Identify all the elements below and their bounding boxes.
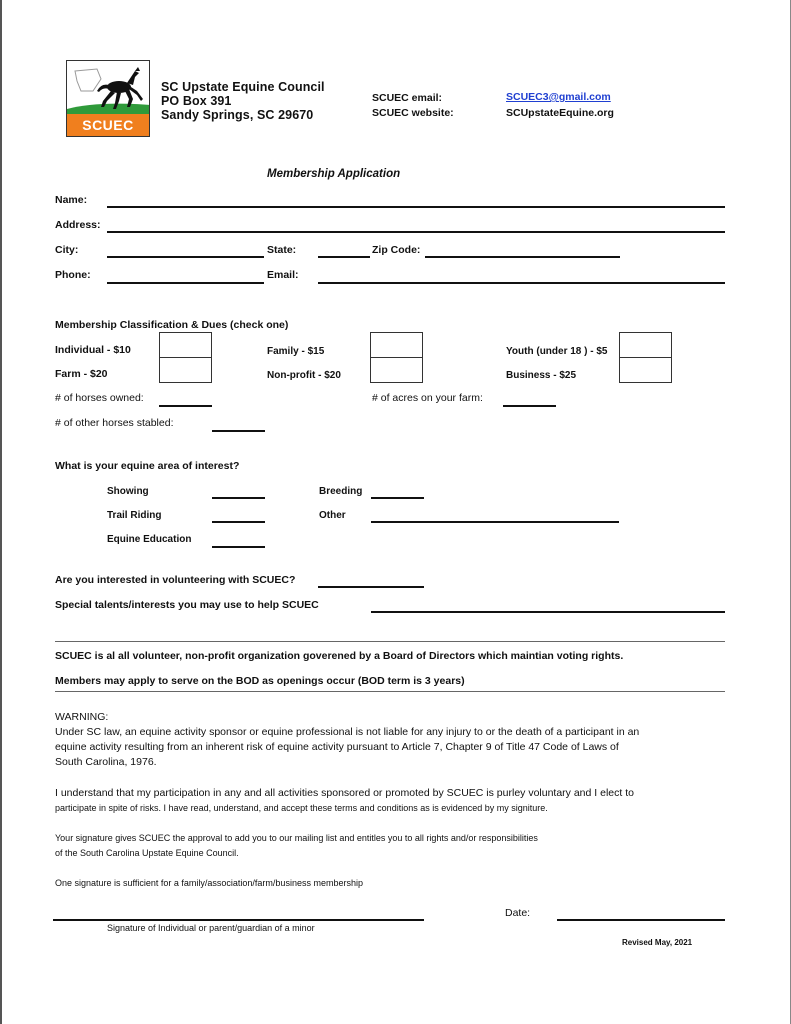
date-field[interactable] xyxy=(557,919,725,921)
other-field[interactable] xyxy=(371,521,619,523)
signature-field[interactable] xyxy=(53,919,424,921)
email-field[interactable] xyxy=(318,282,725,284)
individual-checkbox[interactable] xyxy=(159,332,212,358)
business-checkbox[interactable] xyxy=(619,357,672,383)
other-label: Other xyxy=(319,510,346,521)
notice-line1: SCUEC is al all volunteer, non-profit organization goverened by a Board of Directors which maintian voting rights. xyxy=(55,650,624,662)
horses-owned-label: # of horses owned: xyxy=(55,392,144,404)
other-horses-label: # of other horses stabled: xyxy=(55,417,174,429)
name-label: Name: xyxy=(55,194,88,206)
zip-label: Zip Code: xyxy=(372,244,421,256)
trail-label: Trail Riding xyxy=(107,510,162,521)
city-field[interactable] xyxy=(107,256,264,258)
revised-date: Revised May, 2021 xyxy=(622,938,693,947)
org-email-label: SCUEC email: xyxy=(372,92,443,104)
scuec-logo xyxy=(66,60,150,137)
trail-field[interactable] xyxy=(212,521,265,523)
membership-heading: Membership Classification & Dues (check one) xyxy=(55,319,289,331)
acres-field[interactable] xyxy=(503,405,556,407)
showing-label: Showing xyxy=(107,486,149,497)
org-address1: PO Box 391 xyxy=(161,94,232,108)
nonprofit-checkbox[interactable] xyxy=(370,357,423,383)
warning-p2-line2: participate in spite of risks. I have read, understand, and accept these terms and conditions as is evidenced by my signiture. xyxy=(55,803,548,813)
talents-label: Special talents/interests you may use to help SCUEC xyxy=(55,599,319,611)
youth-label: Youth (under 18 ) - $5 xyxy=(506,346,608,357)
warning-p2-line1: I understand that my participation in any and all activities sponsored or promoted by SCUEC is purley voluntary and I elect to xyxy=(55,787,634,799)
org-website: SCUpstateEquine.org xyxy=(506,107,614,119)
divider-bottom xyxy=(55,691,725,692)
breeding-field[interactable] xyxy=(371,497,424,499)
zip-field[interactable] xyxy=(425,256,620,258)
breeding-label: Breeding xyxy=(319,486,363,497)
farm-checkbox[interactable] xyxy=(159,357,212,383)
interest-question: What is your equine area of interest? xyxy=(55,460,240,472)
warning-p3-line2: of the South Carolina Upstate Equine Council. xyxy=(55,848,239,858)
divider-top xyxy=(55,641,725,642)
warning-p1-line1: Under SC law, an equine activity sponsor or equine professional is not liable for any injury to or the death of a participant in an xyxy=(55,726,640,738)
name-field[interactable] xyxy=(107,206,725,208)
phone-label: Phone: xyxy=(55,269,91,281)
education-label: Equine Education xyxy=(107,534,192,545)
state-label: State: xyxy=(267,244,297,256)
warning-p1-line2: equine activity resulting from an inherent risk of equine activity pursuant to Article 7, Chapter 9 of Title 47 Code of Laws of xyxy=(55,741,619,753)
family-checkbox[interactable] xyxy=(370,332,423,358)
showing-field[interactable] xyxy=(212,497,265,499)
date-label: Date: xyxy=(505,907,531,919)
youth-checkbox[interactable] xyxy=(619,332,672,358)
volunteer-field[interactable] xyxy=(318,586,424,588)
warning-p3-line1: Your signature gives SCUEC the approval to add you to our mailing list and entitles you to all rights and/or responsibilities xyxy=(55,833,538,843)
talents-field[interactable] xyxy=(371,611,725,613)
email-label: Email: xyxy=(267,269,299,281)
business-label: Business - $25 xyxy=(506,370,577,381)
org-name: SC Upstate Equine Council xyxy=(161,80,325,94)
form-title: Membership Application xyxy=(267,168,401,180)
phone-field[interactable] xyxy=(107,282,264,284)
page-edge-left xyxy=(0,0,2,1024)
org-email-link[interactable]: SCUEC3@gmail.com xyxy=(506,91,611,103)
farm-label: Farm - $20 xyxy=(55,368,108,380)
education-field[interactable] xyxy=(212,546,265,548)
individual-label: Individual - $10 xyxy=(55,344,131,356)
volunteer-question: Are you interested in volunteering with SCUEC? xyxy=(55,574,296,586)
family-label: Family - $15 xyxy=(267,346,325,357)
state-field[interactable] xyxy=(318,256,370,258)
org-website-label: SCUEC website: xyxy=(372,107,454,119)
notice-line2: Members may apply to serve on the BOD as openings occur (BOD term is 3 years) xyxy=(55,675,465,687)
nonprofit-label: Non-profit - $20 xyxy=(267,370,341,381)
acres-label: # of acres on your farm: xyxy=(372,392,483,404)
org-address2: Sandy Springs, SC 29670 xyxy=(161,108,314,122)
signature-label: Signature of Individual or parent/guardian of a minor xyxy=(107,923,315,933)
horses-owned-field[interactable] xyxy=(159,405,212,407)
other-horses-field[interactable] xyxy=(212,430,265,432)
address-field[interactable] xyxy=(107,231,725,233)
city-label: City: xyxy=(55,244,79,256)
address-label: Address: xyxy=(55,219,101,231)
warning-title: WARNING: xyxy=(55,711,109,723)
warning-p4: One signature is sufficient for a family/association/farm/business membership xyxy=(55,878,363,888)
logo-text: SCUEC xyxy=(82,117,134,133)
warning-p1-line3: South Carolina, 1976. xyxy=(55,756,157,768)
